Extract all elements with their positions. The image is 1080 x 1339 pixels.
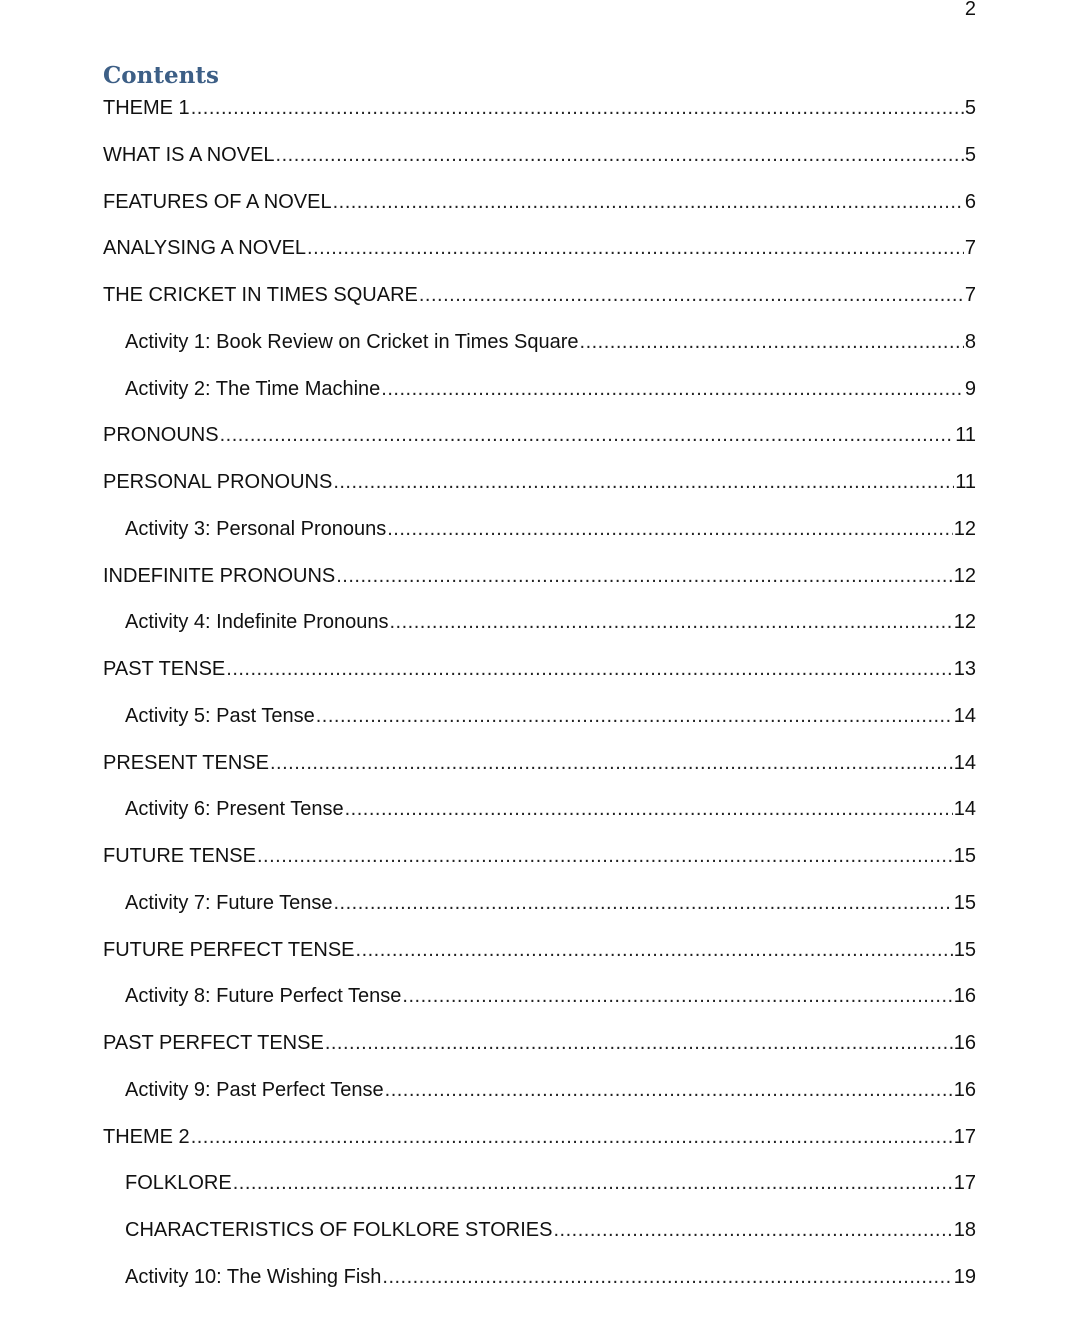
toc-entry-label: PRESENT TENSE (103, 751, 269, 774)
toc-entry-page: 11 (955, 424, 976, 447)
toc-dot-leader (389, 609, 952, 635)
toc-dot-leader (419, 282, 964, 308)
toc-entry[interactable] (103, 937, 976, 984)
toc-dot-leader (387, 516, 953, 542)
toc-entry-page: 14 (953, 751, 976, 774)
toc-dot-leader (191, 95, 964, 121)
page-number: 2 (964, 0, 976, 20)
toc-entry-label: CHARACTERISTICS OF FOLKLORE STORIES (125, 1219, 553, 1241)
toc-entry-page: 18 (953, 1219, 976, 1241)
toc-entry-label: PAST TENSE (103, 658, 226, 680)
toc-dot-leader (333, 469, 954, 495)
toc-entry[interactable] (103, 1030, 976, 1077)
toc-dot-leader (580, 329, 964, 355)
toc-dot-leader (307, 235, 964, 261)
toc-entry-label: THE CRICKET IN TIMES SQUARE (103, 284, 418, 306)
toc-entry-label: PAST PERFECT TENSE (103, 1032, 324, 1054)
toc-dot-leader (220, 422, 955, 448)
toc-entry-page: 11 (955, 471, 976, 493)
toc-entry-page: 15 (953, 938, 976, 961)
toc-entry-page: 13 (953, 658, 976, 680)
toc-dot-leader (382, 1264, 952, 1290)
toc-dot-leader (381, 376, 964, 402)
toc-dot-leader (336, 563, 953, 589)
toc-dot-leader (325, 1030, 953, 1056)
toc-dot-leader (333, 189, 964, 215)
toc-entry-label: FEATURES OF A NOVEL (103, 190, 332, 213)
toc-entry[interactable] (103, 282, 976, 329)
toc-entry-label: FUTURE TENSE (103, 845, 256, 867)
toc-entry-page: 14 (953, 704, 976, 727)
toc-dot-leader (385, 1077, 953, 1103)
toc-entry[interactable] (103, 609, 976, 656)
toc-entry-page: 15 (953, 845, 976, 867)
toc-entry[interactable] (103, 329, 976, 376)
toc-entry-label: Activity 9: Past Perfect Tense (125, 1078, 384, 1101)
toc-dot-leader (191, 1124, 953, 1150)
toc-entry-label: Activity 2: The Time Machine (125, 377, 381, 400)
toc-entry[interactable] (103, 890, 976, 937)
toc-entry-label: Activity 6: Present Tense (125, 798, 344, 821)
toc-entry[interactable] (103, 142, 976, 189)
toc-entry[interactable] (103, 1170, 976, 1217)
toc-dot-leader (276, 142, 964, 168)
toc-dot-leader (334, 890, 953, 916)
toc-entry-page: 8 (964, 330, 976, 353)
toc-entry-page: 14 (953, 798, 976, 821)
toc-entry-page: 19 (953, 1265, 976, 1288)
toc-entry[interactable] (103, 563, 976, 610)
table-of-contents (103, 95, 976, 1311)
toc-entry-label: WHAT IS A NOVEL (103, 143, 275, 166)
toc-entry[interactable] (103, 1077, 976, 1124)
toc-entry-page: 5 (964, 97, 976, 119)
toc-entry-page: 7 (964, 284, 976, 306)
toc-entry[interactable] (103, 422, 976, 469)
toc-entry-page: 17 (953, 1125, 976, 1148)
toc-entry[interactable] (103, 189, 976, 236)
toc-entry-label: THEME 1 (103, 97, 190, 119)
toc-entry-label: INDEFINITE PRONOUNS (103, 564, 336, 587)
toc-entry[interactable] (103, 1264, 976, 1311)
toc-entry[interactable] (103, 1217, 976, 1264)
toc-entry[interactable] (103, 843, 976, 890)
toc-dot-leader (233, 1170, 953, 1196)
toc-entry[interactable] (103, 983, 976, 1030)
toc-entry-page: 16 (953, 1032, 976, 1054)
toc-entry-page: 12 (953, 611, 976, 634)
toc-entry[interactable] (103, 95, 976, 142)
toc-entry-page: 12 (953, 517, 976, 540)
toc-entry-label: THEME 2 (103, 1125, 190, 1148)
toc-entry-label: PRONOUNS (103, 424, 219, 447)
contents-heading: Contents (103, 62, 219, 89)
toc-entry-label: FUTURE PERFECT TENSE (103, 938, 355, 961)
toc-entry-page: 7 (964, 237, 976, 260)
toc-dot-leader (316, 703, 953, 729)
toc-entry-page: 16 (953, 1078, 976, 1101)
toc-entry-label: Activity 1: Book Review on Cricket in Times Square (125, 330, 579, 353)
toc-entry-page: 12 (953, 564, 976, 587)
toc-entry[interactable] (103, 516, 976, 563)
toc-entry-label: PERSONAL PRONOUNS (103, 471, 333, 493)
toc-entry-page: 16 (953, 985, 976, 1008)
toc-entry-label: Activity 8: Future Perfect Tense (125, 985, 402, 1008)
toc-dot-leader (553, 1217, 952, 1243)
toc-entry[interactable] (103, 1124, 976, 1171)
toc-entry-page: 17 (953, 1172, 976, 1195)
toc-entry-page: 9 (964, 377, 976, 400)
toc-entry-page: 5 (964, 143, 976, 166)
toc-entry-label: Activity 7: Future Tense (125, 891, 333, 914)
toc-entry-label: Activity 10: The Wishing Fish (125, 1265, 382, 1288)
toc-entry-label: Activity 3: Personal Pronouns (125, 517, 387, 540)
toc-dot-leader (226, 656, 952, 682)
toc-dot-leader (257, 843, 953, 869)
toc-entry-page: 6 (964, 190, 976, 213)
toc-entry[interactable] (103, 796, 976, 843)
toc-dot-leader (270, 750, 953, 776)
toc-entry[interactable] (103, 235, 976, 282)
toc-entry-label: ANALYSING A NOVEL (103, 237, 307, 260)
toc-entry-label: Activity 4: Indefinite Pronouns (125, 611, 389, 634)
toc-entry-label: FOLKLORE (125, 1172, 232, 1195)
toc-entry[interactable] (103, 376, 976, 423)
toc-dot-leader (345, 796, 953, 822)
toc-dot-leader (402, 983, 952, 1009)
toc-entry[interactable] (103, 750, 976, 797)
toc-entry[interactable] (103, 703, 976, 750)
toc-entry[interactable] (103, 469, 976, 516)
toc-entry-page: 15 (953, 891, 976, 914)
toc-entry-label: Activity 5: Past Tense (125, 704, 315, 727)
toc-dot-leader (356, 937, 953, 963)
toc-entry[interactable] (103, 656, 976, 703)
